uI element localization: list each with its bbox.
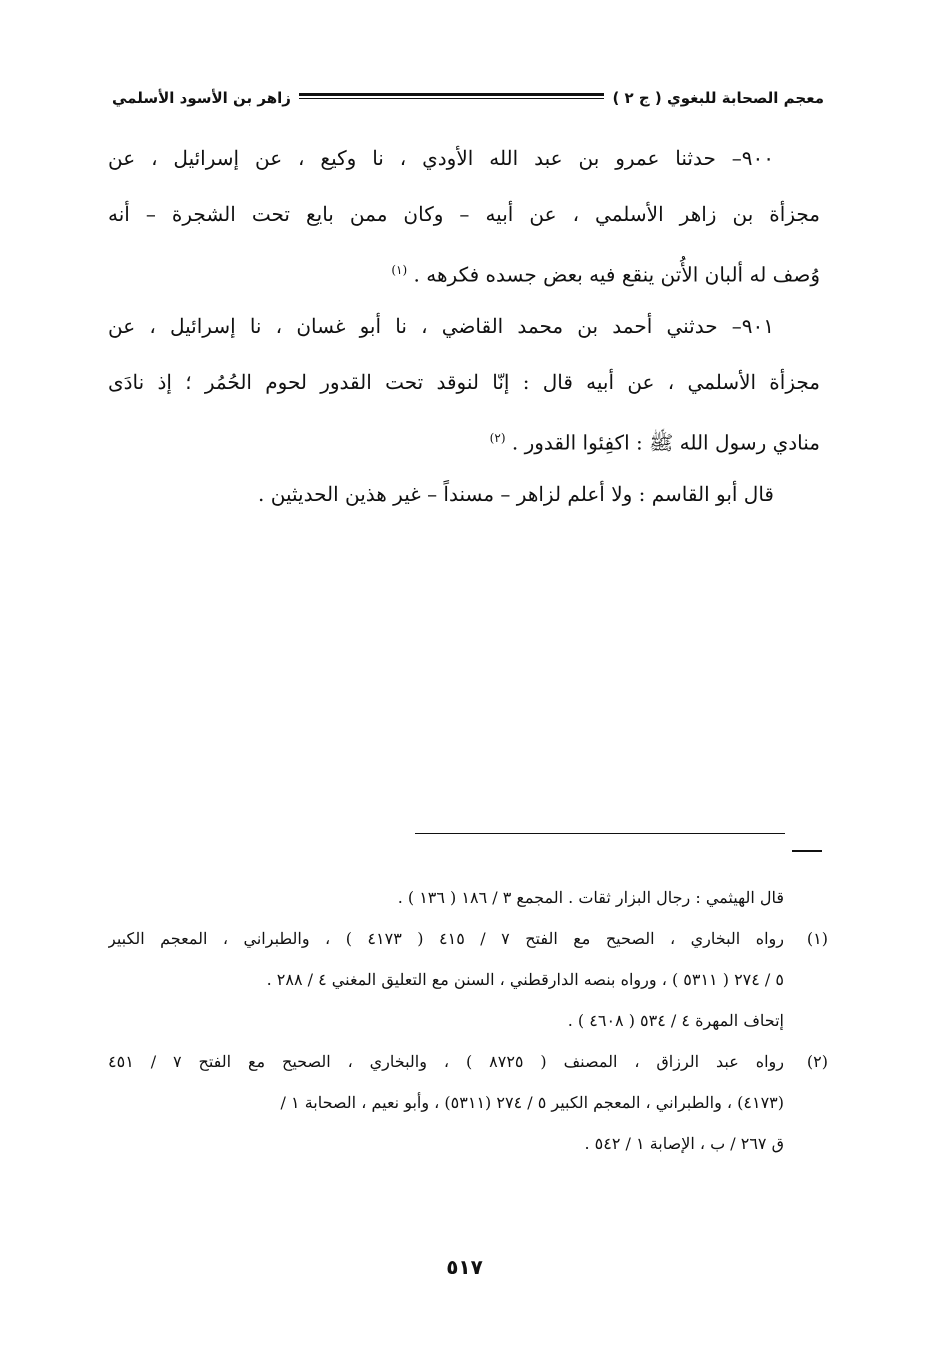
footnote-text: قال الهيثمي : رجال البزار ثقات . المجمع ٣ / ١٨٦ ( ١٣٦ ) . <box>397 888 784 907</box>
hadith-901-line-2 <box>108 362 820 418</box>
footnote-2-line-2 <box>108 1085 828 1126</box>
footnote-text: ٥ / ٢٧٤ ( ٥٣١١ ) ، ورواه بنصه الدارقطني ، السنن مع التعليق المغني ٤ / ٢٨٨ . <box>266 970 784 989</box>
text-line: منادي رسول الله ﷺ : اكفِئوا القدور . <box>511 430 820 455</box>
footnote-text: رواه عبد الرزاق ، المصنف ( ٨٧٢٥ ) ، والبخاري ، الصحيح مع الفتح ٧ / ٤٥١ <box>108 1052 785 1071</box>
text-line: ٩٠١– حدثني أحمد بن محمد القاضي ، نا أبو غسان ، نا إسرائيل ، عن <box>108 314 774 338</box>
text-line: وُصف له ألبان الأُتن ينقع فيه بعض جسده فكرهه . <box>413 262 820 287</box>
footnote-dash <box>792 850 822 852</box>
footnote-mark-2: (٢) <box>489 431 506 445</box>
hadith-901-line-1 <box>108 306 820 362</box>
main-text <box>108 138 820 530</box>
hadith-900-line-3 <box>108 250 820 306</box>
running-header <box>112 84 824 112</box>
header-book-title: معجم الصحابة للبغوي ( ج ٢ ) <box>612 89 824 107</box>
footnote-text: (٤١٧٣) ، والطبراني ، المعجم الكبير ٥ / ٢٧٤ (٥٣١١) ، وأبو نعيم ، الصحابة ١ / <box>280 1093 784 1112</box>
footnote-separator <box>415 833 785 834</box>
abul-qasim-note <box>108 474 820 530</box>
footnote-2-number: (٢) <box>806 1052 828 1071</box>
footnote-text: ق ٢٦٧ / ب ، الإصابة ١ / ٥٤٢ . <box>584 1134 784 1153</box>
footnote-2-line-3 <box>108 1126 828 1167</box>
hadith-900-line-1 <box>108 138 820 194</box>
footnote-text: رواه البخاري ، الصحيح مع الفتح ٧ / ٤١٥ ( ٤١٧٣ ) ، والطبراني ، المعجم الكبير <box>108 929 784 948</box>
page-number: ٥١٧ <box>446 1255 483 1279</box>
footnote-1-line-1 <box>108 921 828 962</box>
hadith-900-line-2 <box>108 194 820 250</box>
footnote-1-number: (١) <box>806 929 828 948</box>
footnote-intro <box>108 880 828 921</box>
footnote-1-line-3 <box>108 1003 828 1044</box>
footnote-text: إتحاف المهرة ٤ / ٥٣٤ ( ٤٦٠٨ ) . <box>567 1011 784 1030</box>
text-line: مجزأة الأسلمي ، عن أبيه قال : إنّا لنوقد تحت القدور لحوم الحُمُر ؛ إذ نادَى <box>108 370 820 394</box>
header-rule <box>299 93 605 99</box>
text-line: مجزأة بن زاهر الأسلمي ، عن أبيه – وكان ممن بايع تحت الشجرة – أنه <box>108 202 820 226</box>
footnotes <box>108 880 828 1167</box>
footnote-2-line-1 <box>108 1044 828 1085</box>
text-line: ٩٠٠– حدثنا عمرو بن عبد الله الأودي ، نا وكيع ، عن إسرائيل ، عن <box>108 146 774 170</box>
header-chapter-title: زاهر بن الأسود الأسلمي <box>112 89 291 107</box>
text-line: قال أبو القاسم : ولا أعلم لزاهر – مسنداً – غير هذين الحديثين . <box>258 482 774 506</box>
footnote-1-line-2 <box>108 962 828 1003</box>
hadith-901-line-3 <box>108 418 820 474</box>
footnote-mark-1: (١) <box>391 263 408 277</box>
